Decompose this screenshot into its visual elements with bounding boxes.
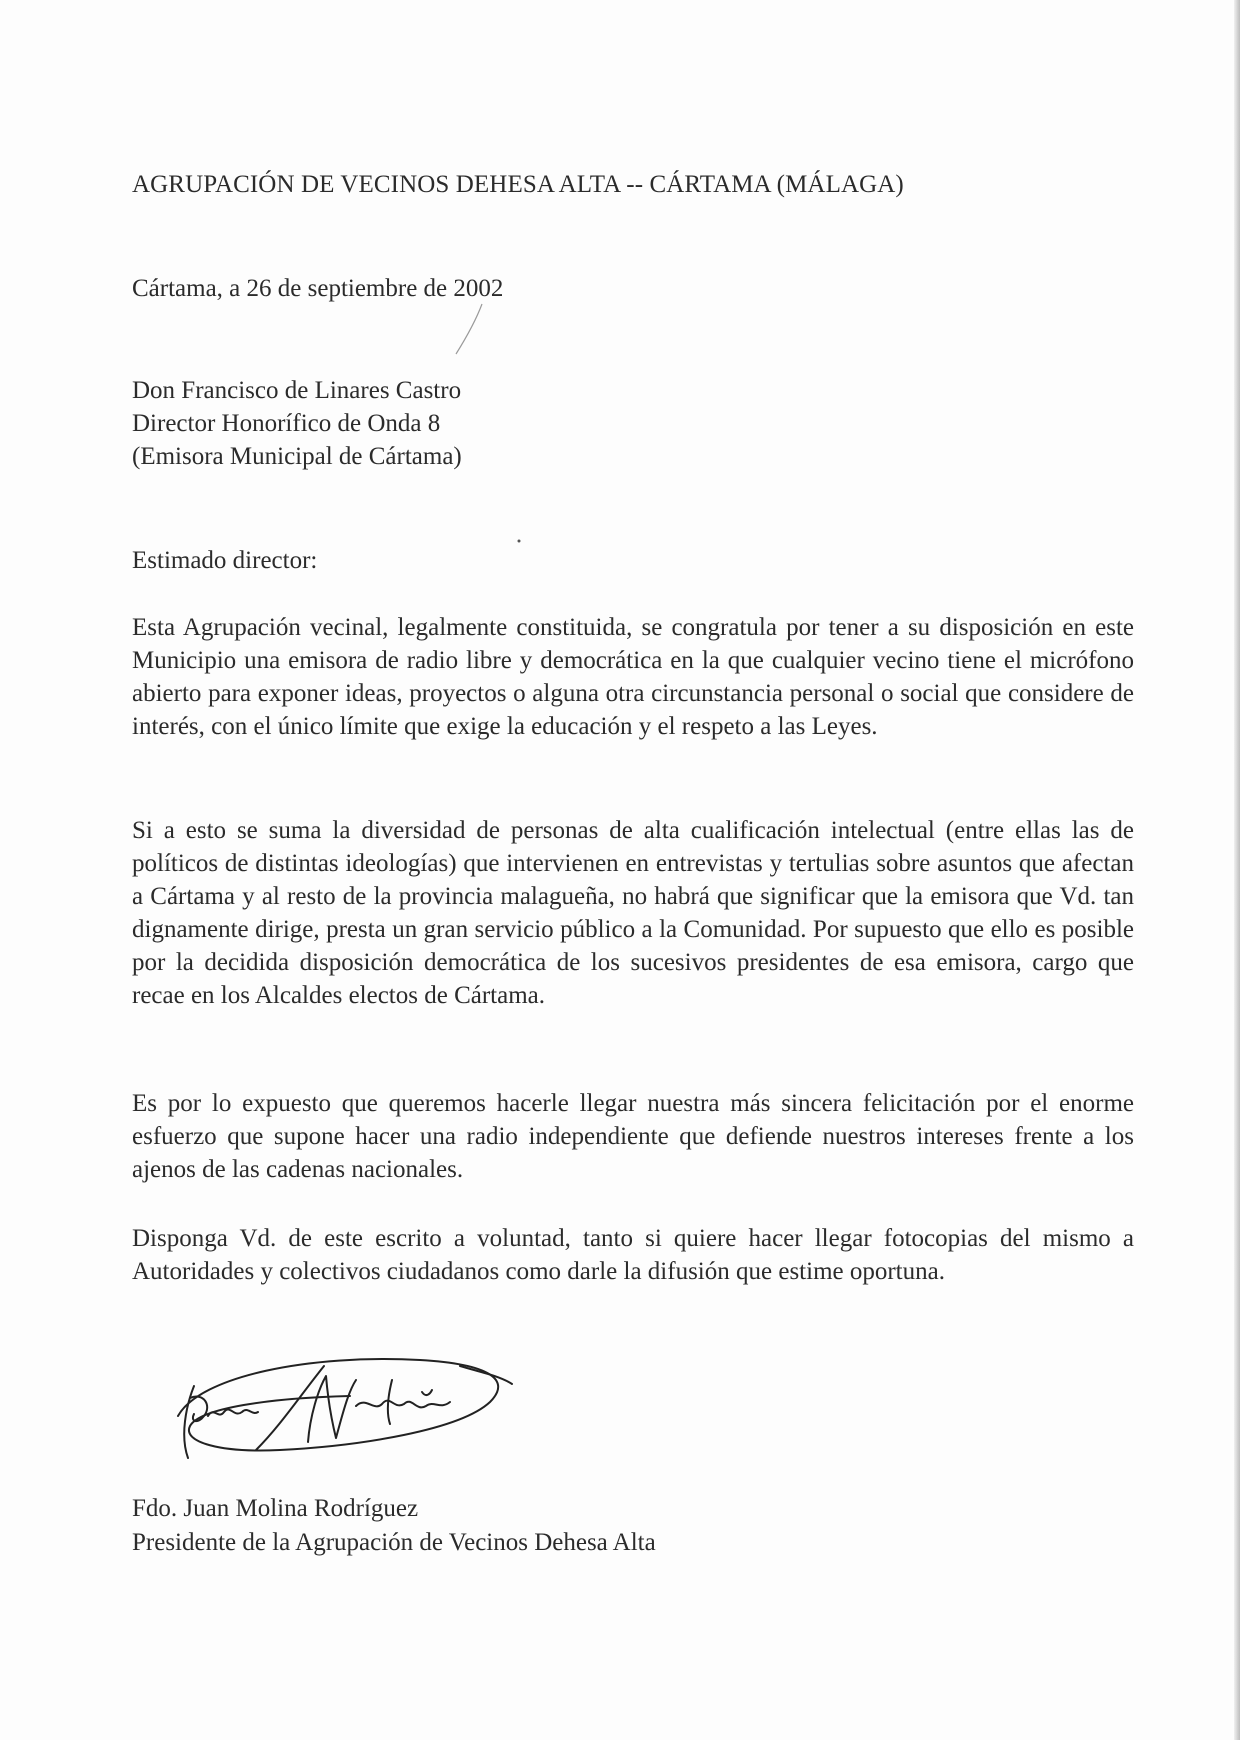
scan-edge-shadow (1234, 0, 1240, 1740)
paragraph-text: Es por lo expuesto que queremos hacerle llegar nuestra más sincera felicitación por el enorme esfuerzo que supone hacer una radio independiente que defiende nuestros intereses frente a los ajenos de las cadenas nacionales. (132, 1090, 1134, 1183)
paragraph-text: Disponga Vd. de este escrito a voluntad, tanto si quiere hacer llegar fotocopias del mismo a Autoridades y colectivos ciudadanos como darle la difusión que estime oportuna. (132, 1225, 1134, 1285)
body-paragraph-3 (132, 1087, 1134, 1186)
scan-mark (450, 300, 490, 360)
paragraph-text: Si a esto se suma la diversidad de personas de alta cualificación intelectual (entre ellas las de políticos de distintas ideologías) que intervienen en entrevistas y tertulias sobre asuntos que afectan a Cártama y al resto de la provincia malagueña, no habrá que significar que la emisora que Vd. tan dignamente dirige, presta un gran servicio público a la Comunidad. Por supuesto que ello es posible por la decidida disposición democrática de los sucesivos presidentes de esa emisora, cargo que recae en los Alcaldes electos de Cártama. (132, 817, 1134, 1009)
handwritten-signature (160, 1346, 520, 1466)
recipient-title: Director Honorífico de Onda 8 (132, 410, 441, 437)
scan-dot (516, 538, 522, 544)
signer-position: Presidente de la Agrupación de Vecinos Dehesa Alta (132, 1529, 656, 1556)
salutation: Estimado director: (132, 547, 318, 574)
signer-name: Fdo. Juan Molina Rodríguez (132, 1495, 419, 1522)
body-paragraph-2 (132, 814, 1134, 1012)
recipient-block (132, 374, 462, 473)
body-paragraph-4 (132, 1222, 1134, 1288)
recipient-name: Don Francisco de Linares Castro (132, 377, 462, 404)
letterhead: AGRUPACIÓN DE VECINOS DEHESA ALTA -- CÁRTAMA (MÁLAGA) (132, 171, 904, 198)
signoff-block (132, 1492, 656, 1560)
recipient-organization: (Emisora Municipal de Cártama) (132, 443, 462, 470)
letter-date: Cártama, a 26 de septiembre de 2002 (132, 275, 504, 302)
body-paragraph-1 (132, 611, 1134, 743)
paragraph-text: Esta Agrupación vecinal, legalmente constituida, se congratula por tener a su disposición en este Municipio una emisora de radio libre y democrática en la que cualquier vecino tiene el micrófono abierto para exponer ideas, proyectos o alguna otra circunstancia personal o social que considere de interés, con el único límite que exige la educación y el respeto a las Leyes. (132, 614, 1134, 740)
